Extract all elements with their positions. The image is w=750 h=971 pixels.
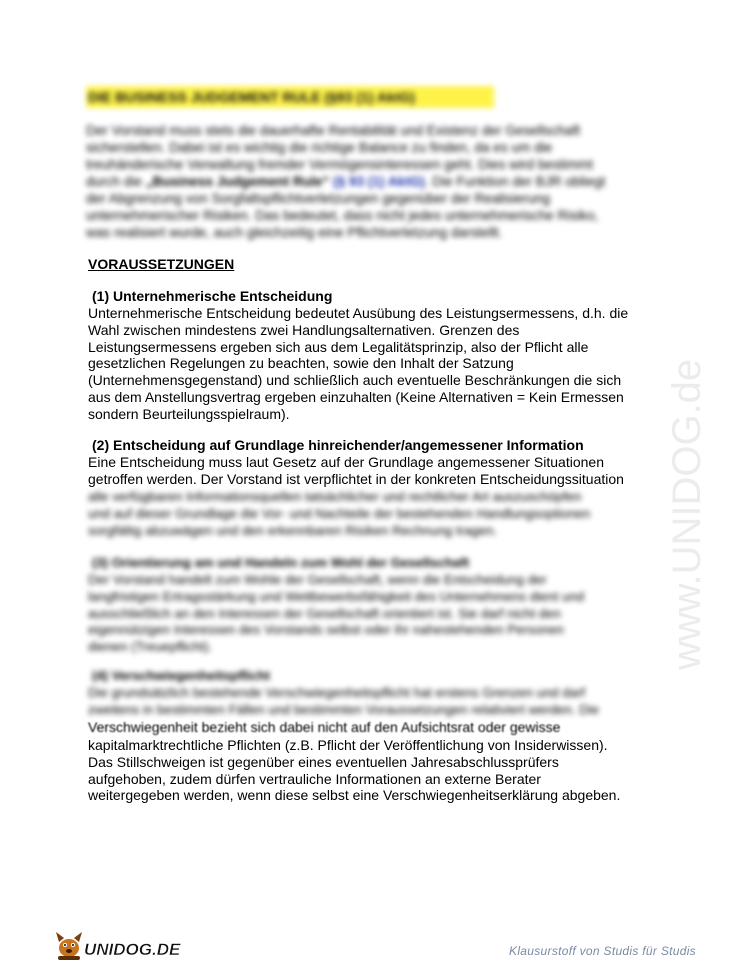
body-line: gesetzlichen Regelungen zu beachten, sowie den Inhalt der Satzung [88, 355, 514, 372]
body-line: getroffen werden. Der Vorstand ist verpflichtet in der konkreten Entscheidungssituation [88, 470, 624, 487]
item-4-title: (4) Verschwiegenheitspflicht [92, 668, 271, 683]
intro-line: treuhänderische Verwaltung fremder Vermögensinteressen geht. Dies wird bestimmt [86, 157, 593, 172]
intro-line: Der Vorstand muss stets die dauerhafte Rentabilität und Existenz der Gesellschaft [86, 123, 581, 138]
item-1-title: (1) Unternehmerische Entscheidung [92, 288, 333, 304]
body-line: Der Vorstand handelt zum Wohle der Gesellschaft, wenn die Entscheidung der [88, 572, 547, 587]
rule-name: „Business Judgement Rule“ [145, 174, 330, 189]
intro-paragraph [86, 122, 605, 241]
item-4-blurred-body [88, 685, 599, 719]
body-line: langfristigen Ertragsstärkung und Wettbewerbsfähigkeit des Unternehmens dient und [88, 588, 585, 604]
logo-text: UNIDOG.DE [84, 940, 181, 959]
body-line: zweitens in bestimmten Fällen und bestimmten Voraussetzungen relativiert werden. Die [88, 701, 599, 717]
body-line: alle verfügbaren Informationsquellen tatsächlicher und rechtlicher Art auszuschöpfen [88, 489, 582, 504]
body-line: Unternehmerische Entscheidung bedeutet Ausübung des Leistungsermessens, d.h. die [88, 305, 629, 321]
item-4-partial-line [88, 719, 560, 736]
body-line: aus dem Anstellungsvertrag ergeben einzuhalten (Keine Alternativen = Kein Ermessen [88, 388, 624, 405]
body-line: Die grundsätzlich bestehende Verschwiegenheitspflicht hat erstens Grenzen und darf [88, 685, 586, 700]
body-line: aufgehoben, zudem dürfen vertrauliche Informationen an externe Berater [88, 770, 541, 787]
item-4-body [88, 737, 620, 804]
body-line: dienen (Treuepflicht). [88, 639, 213, 655]
body-line: weitergegeben werden, wenn diese selbst eine Verschwiegenheitserklärung abgeben. [88, 787, 621, 804]
item-2-body [88, 454, 624, 488]
item-2-blurred-body [88, 489, 590, 539]
dog-mascot-icon [56, 932, 82, 960]
item-1-body [88, 305, 628, 423]
body-line: ausschließlich an den Interessen der Gesellschaft orientiert ist. Sie darf nicht den [88, 605, 561, 621]
item-3-title: (3) Orientierung am und Handeln zum Wohl der Gesellschaft [92, 555, 470, 570]
body-line: (Unternehmensgegenstand) und schließlich auch eventuelle Beschränkungen die sich [88, 372, 622, 389]
intro-line: unternehmerischer Risiken. Das bedeutet, dass nicht jedes unternehmerische Risiko, [86, 208, 599, 223]
intro-line-with-rule: durch die „Business Judgement Rule“ (§ 93 (1) AktG). Die Funktion der BJR obliegt [86, 174, 606, 189]
unidog-logo [54, 928, 184, 962]
intro-line: was realisiert wurde, auch gleichzeitig eine Pflichtverletzung darstellt. [86, 225, 503, 240]
item-2-title: (2) Entscheidung auf Grundlage hinreichender/angemessener Information [92, 437, 584, 453]
law-reference-link[interactable]: (§ 93 (1) AktG) [333, 174, 425, 189]
section-title: VORAUSSETZUNGEN [88, 256, 235, 272]
intro-line: der Abgrenzung von Sorgfaltspflichtverletzungen gegenüber der Realisierung [86, 191, 550, 206]
body-line: Leistungsermessens ergeben sich aus dem Legalitätsprinzip, also der Pflicht alle [88, 338, 589, 355]
item-3-body [88, 572, 584, 656]
body-line: eigennützigen Interessen des Vorstands selbst oder ihr nahestehenden Personen [88, 622, 564, 638]
intro-line: sicherstellen. Dabei ist es wichtig die richtige Balance zu finden, da es um die [86, 140, 553, 155]
body-line: kapitalmarktrechtliche Pflichten (z.B. Pflicht der Veröffentlichung von Insiderwissen). [88, 737, 608, 753]
body-line: Eine Entscheidung muss laut Gesetz auf der Grundlage angemessener Situationen [88, 454, 604, 470]
body-line: sondern Beurteilungsspielraum). [88, 405, 290, 422]
body-line: Verschwiegenheit bezieht sich dabei nicht auf den Aufsichtsrat oder gewisse [88, 719, 561, 735]
footer-tagline: Klausurstoff von Studis für Studis [509, 944, 696, 958]
page-title: DIE BUSINESS JUDGEMENT RULE (§93 (1) AktG) [86, 86, 494, 108]
watermark-text: www.UNIDOG.de [665, 358, 709, 670]
body-line: Wahl zwischen mindestens zwei Handlungsalternativen. Grenzen des [88, 321, 520, 338]
body-line: Das Stillschweigen ist gegenüber eines eventuellen Jahresabschlussprüfers [88, 753, 559, 770]
body-line: sorgfältig abzuwägen und den erkennbaren Risiken Rechnung tragen. [88, 522, 498, 538]
body-line: und auf dieser Grundlage die Vor- und Nachteile der bestehenden Handlungsoptionen [88, 505, 591, 521]
